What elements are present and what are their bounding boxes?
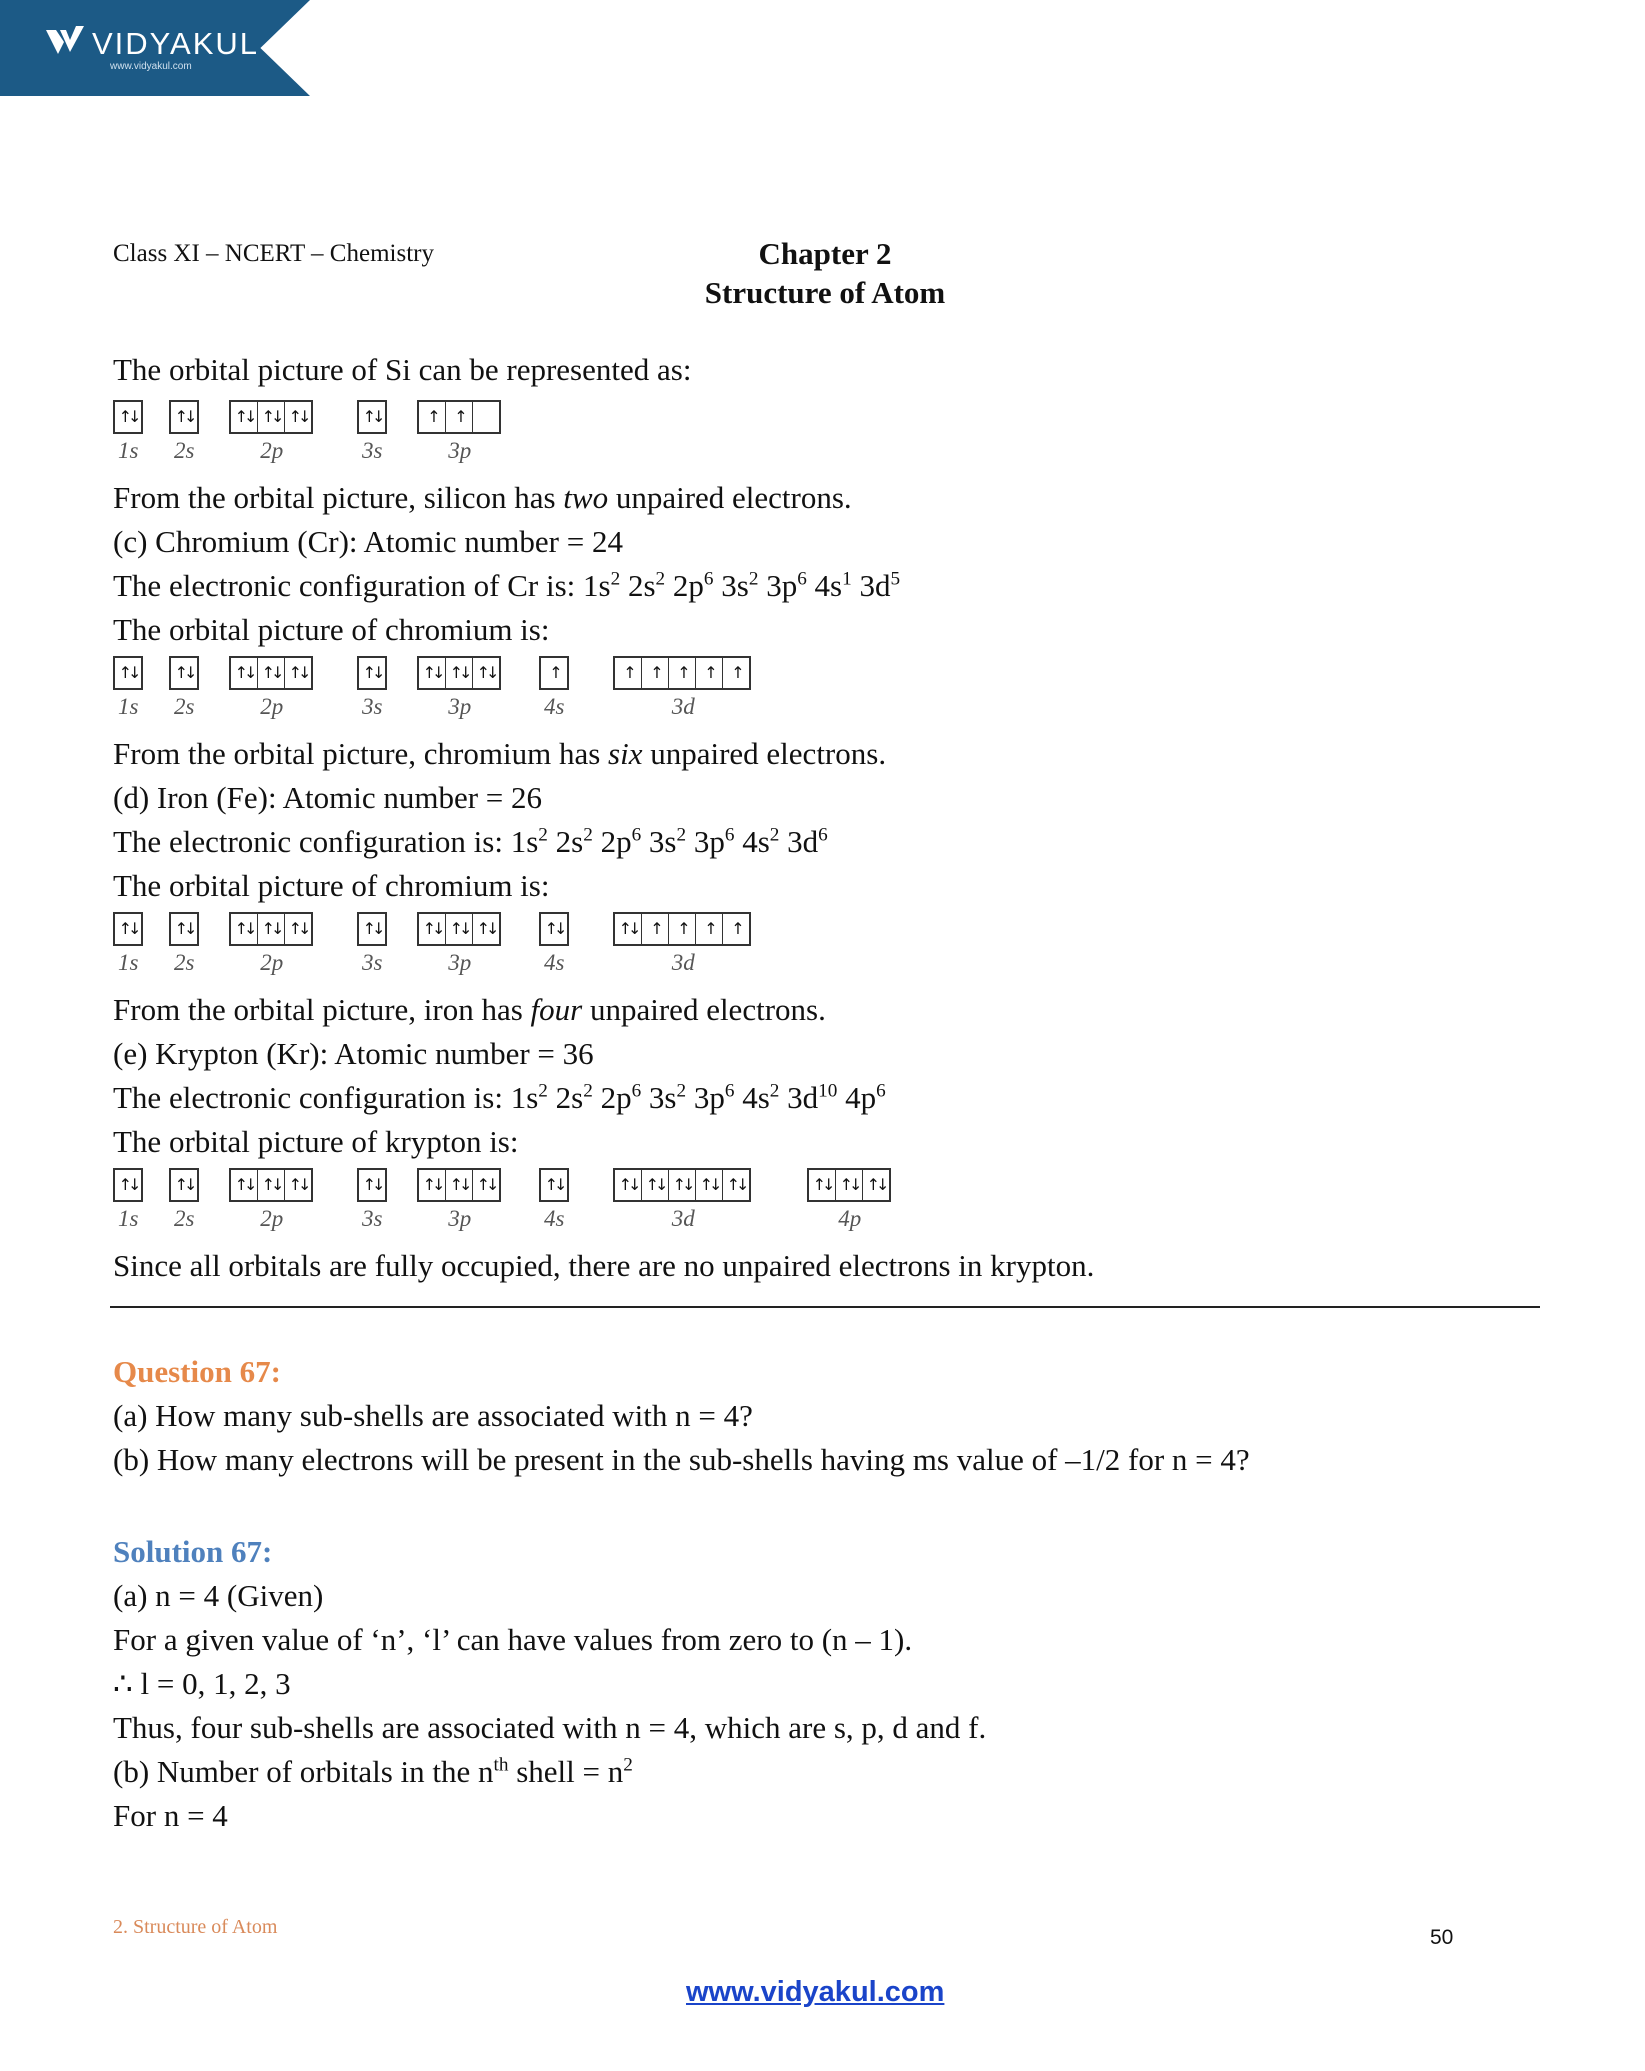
orbital-label: 3s: [362, 694, 383, 719]
config-term: 4s: [742, 824, 770, 859]
orbital-label: 2s: [174, 950, 195, 975]
config-term: 3d: [787, 1080, 819, 1115]
config-exponent: 2: [769, 824, 780, 846]
website-link[interactable]: www.vidyakul.com: [686, 1976, 945, 2008]
orbital-group-3s: [357, 400, 387, 434]
orbital-box: ↑↓: [618, 919, 638, 938]
orbital-box: ↑↓: [284, 402, 311, 432]
orbital-box: ↑↓: [174, 407, 194, 426]
footer-chapter: 2. Structure of Atom: [113, 1916, 278, 1938]
config-exponent: 1: [842, 568, 852, 590]
question-block: [113, 1350, 1250, 1482]
orbital-group-4s: [539, 656, 569, 690]
config-exponent: 6: [631, 824, 642, 846]
orbital-label: 3p: [448, 1206, 472, 1231]
orbital-box: ↑↓: [284, 1170, 311, 1200]
orbital-box: ↑: [722, 914, 749, 944]
orbital-group-4s: [539, 912, 569, 946]
orbital-box: ↑: [445, 402, 472, 432]
orbital-group-3p: [417, 656, 501, 690]
solution-line-5: (b) Number of orbitals in the $n^{th}$ shell = $n^2$: [113, 1754, 633, 1789]
config-term: 2s: [555, 1080, 584, 1115]
orbital-label: 3d: [671, 694, 695, 719]
config-exponent: 2: [655, 568, 666, 590]
vidyakul-logo-icon: [44, 24, 90, 58]
orbital-label: 3s: [362, 438, 383, 463]
fe-conclusion: From the orbital picture, iron has four unpaired electrons.: [113, 992, 826, 1027]
question-part-b: (b) How many electrons will be present in the sub-shells having ms value of –1/2 for n = 4?: [113, 1442, 1250, 1477]
orbital-group-1s: [113, 1168, 143, 1202]
config-term: 2p: [600, 1080, 632, 1115]
orbital-box: ↑↓: [257, 402, 284, 432]
orbital-box: ↑↓: [234, 919, 254, 938]
orbital-box: ↑↓: [722, 1170, 749, 1200]
fe-intro: The orbital picture of chromium is:: [113, 868, 550, 903]
orbital-box: ↑↓: [362, 1175, 382, 1194]
orbital-box: ↑↓: [472, 914, 499, 944]
config-term: 1s: [583, 568, 611, 603]
orbital-group-2s: [169, 1168, 199, 1202]
orbital-box: ↑↓: [174, 1175, 194, 1194]
orbital-group-1s: [113, 400, 143, 434]
orbital-box: ↑: [641, 658, 668, 688]
orbital-label: 3d: [671, 1206, 695, 1231]
orbital-box: ↑↓: [362, 663, 382, 682]
orbital-label: 2s: [174, 1206, 195, 1231]
orbital-box: ↑↓: [362, 407, 382, 426]
orbital-box: ↑↓: [862, 1170, 889, 1200]
orbital-group-3p: [417, 912, 501, 946]
orbital-box: ↑↓: [422, 1175, 442, 1194]
orbital-group-3p: [417, 400, 501, 434]
config-term: 3s: [648, 1080, 677, 1115]
config-exponent: 5: [890, 568, 901, 590]
class-line: Class XI – NCERT – Chemistry: [113, 240, 434, 267]
config-term: 3s: [721, 568, 749, 603]
orbital-box: ↑↓: [472, 1170, 499, 1200]
brand-name: VIDYAKUL: [92, 26, 260, 61]
config-exponent: 6: [724, 824, 735, 846]
solution-line-1: (a) n = 4 (Given): [113, 1578, 324, 1613]
kr-configuration: The electronic configuration is: $1s^2$ $2s^2$ $2p^6$ $3s^2$ $3p^6$ $4s^2$ $3d^{10}$ $4p^6$: [113, 1080, 886, 1115]
config-exponent: 2: [676, 824, 687, 846]
orbital-box: ↑↓: [472, 658, 499, 688]
orbital-box: ↑↓: [695, 1170, 722, 1200]
orbital-label: 3s: [362, 950, 383, 975]
config-term: 3s: [648, 824, 677, 859]
config-exponent: 6: [724, 1080, 735, 1102]
orbital-box: ↑↓: [668, 1170, 695, 1200]
config-exponent: 6: [631, 1080, 642, 1102]
orbital-group-2p: [229, 656, 313, 690]
fe-title: (d) Iron (Fe): Atomic number = 26: [113, 780, 543, 815]
config-term: 4s: [814, 568, 843, 603]
orbital-box: ↑↓: [618, 1175, 638, 1194]
solution-heading: Solution 67:: [113, 1534, 273, 1569]
orbital-label: 2p: [260, 694, 284, 719]
orbital-group-2p: [229, 912, 313, 946]
config-term: 3d: [787, 824, 819, 859]
orbital-group-2p: [229, 1168, 313, 1202]
orbital-box: ↑↓: [118, 407, 138, 426]
kr-conclusion: Since all orbitals are fully occupied, there are no unpaired electrons in krypton.: [113, 1248, 1095, 1283]
orbital-box: ↑↓: [284, 658, 311, 688]
solution-line-2: For a given value of ‘n’, ‘l’ can have values from zero to (n – 1).: [113, 1622, 913, 1657]
orbital-label: 2p: [260, 438, 284, 463]
orbital-box: ↑: [668, 658, 695, 688]
orbital-label: 1s: [118, 950, 139, 975]
orbital-box: ↑↓: [118, 663, 138, 682]
orbital-diagram-kr: [113, 1164, 1543, 1244]
brand-url-small: www.vidyakul.com: [110, 61, 192, 72]
orbital-group-1s: [113, 912, 143, 946]
orbital-box: ↑↓: [422, 919, 442, 938]
kr-intro: The orbital picture of krypton is:: [113, 1124, 519, 1159]
orbital-group-3d: [613, 656, 751, 690]
main-content: [113, 348, 1543, 1288]
orbital-group-3s: [357, 1168, 387, 1202]
config-exponent: 6: [876, 1080, 886, 1102]
orbital-label: 1s: [118, 1206, 139, 1231]
orbital-box: ↑: [549, 663, 559, 682]
section-divider: [110, 1306, 1540, 1308]
orbital-group-3d: [613, 912, 751, 946]
orbital-box: ↑↓: [234, 663, 254, 682]
chapter-number: Chapter 2: [758, 236, 892, 271]
solution-line-6: For n = 4: [113, 1798, 228, 1833]
orbital-label: 4p: [838, 1206, 862, 1231]
orbital-box: ↑↓: [118, 1175, 138, 1194]
config-term: 4s: [742, 1080, 770, 1115]
orbital-box: ↑: [641, 914, 668, 944]
orbital-box: ↑↓: [362, 919, 382, 938]
orbital-label: 3p: [448, 950, 472, 975]
config-term: 3p: [766, 568, 798, 603]
orbital-label: 4s: [544, 694, 565, 719]
orbital-diagram-cr: [113, 652, 1543, 732]
orbital-box: ↑↓: [641, 1170, 668, 1200]
cr-configuration: The electronic configuration of Cr is: $1s^2$ $2s^2$ $2p^6$ $3s^2$ $3p^6$ $4s^1$ $3d^5$: [113, 568, 901, 603]
solution-line-3: ∴ l = 0, 1, 2, 3: [113, 1666, 291, 1701]
orbital-group-3d: [613, 1168, 751, 1202]
orbital-label: 3d: [671, 950, 695, 975]
orbital-label: 1s: [118, 694, 139, 719]
config-term: 3p: [693, 1080, 725, 1115]
solution-line-4: Thus, four sub-shells are associated with n = 4, which are s, p, d and f.: [113, 1710, 987, 1745]
config-term: 2p: [672, 568, 704, 603]
orbital-box: ↑↓: [284, 914, 311, 944]
orbital-diagram-fe: [113, 908, 1543, 988]
orbital-label: 1s: [118, 438, 139, 463]
config-exponent: 6: [703, 568, 714, 590]
orbital-box: ↑↓: [174, 663, 194, 682]
orbital-box: ↑: [695, 658, 722, 688]
orbital-box: ↑: [722, 658, 749, 688]
orbital-label: 2s: [174, 438, 195, 463]
orbital-box: ↑: [427, 407, 437, 426]
config-term: 1s: [510, 824, 539, 859]
orbital-box: ↑↓: [812, 1175, 832, 1194]
orbital-box: ↑↓: [257, 658, 284, 688]
orbital-group-3s: [357, 656, 387, 690]
config-exponent: 2: [769, 1080, 780, 1102]
config-exponent: 6: [818, 824, 828, 846]
chapter-heading: [580, 234, 1070, 312]
orbital-group-3p: [417, 1168, 501, 1202]
orbital-group-1s: [113, 656, 143, 690]
orbital-group-2p: [229, 400, 313, 434]
orbital-box: ↑↓: [445, 1170, 472, 1200]
orbital-box: ↑↓: [234, 1175, 254, 1194]
config-term: 4p: [845, 1080, 877, 1115]
config-exponent: 2: [748, 568, 759, 590]
orbital-box: ↑↓: [257, 1170, 284, 1200]
kr-title: (e) Krypton (Kr): Atomic number = 36: [113, 1036, 594, 1071]
orbital-box: ↑↓: [257, 914, 284, 944]
orbital-label: 2p: [260, 950, 284, 975]
config-term: 2s: [555, 824, 584, 859]
orbital-label: 3s: [362, 1206, 383, 1231]
config-term: 2s: [627, 568, 656, 603]
orbital-box: ↑: [695, 914, 722, 944]
question-part-a: (a) How many sub-shells are associated with n = 4?: [113, 1398, 753, 1433]
question-heading: Question 67:: [113, 1354, 281, 1389]
si-conclusion: From the orbital picture, silicon has two unpaired electrons.: [113, 480, 852, 515]
config-exponent: 10: [818, 1080, 838, 1102]
orbital-label: 4s: [544, 1206, 565, 1231]
page-number: 50: [1430, 1926, 1454, 1949]
orbital-box: ↑↓: [118, 919, 138, 938]
orbital-label: 3p: [448, 694, 472, 719]
orbital-label: 2s: [174, 694, 195, 719]
orbital-box: ↑↓: [234, 407, 254, 426]
config-exponent: 2: [583, 824, 593, 846]
config-exponent: 6: [797, 568, 807, 590]
config-term: 2p: [600, 824, 632, 859]
solution-block: [113, 1530, 986, 1838]
orbital-group-4p: [807, 1168, 891, 1202]
orbital-group-4s: [539, 1168, 569, 1202]
config-term: 1s: [510, 1080, 539, 1115]
orbital-group-2s: [169, 912, 199, 946]
config-exponent: 2: [538, 824, 548, 846]
fe-configuration: The electronic configuration is: $1s^2$ $2s^2$ $2p^6$ $3s^2$ $3p^6$ $4s^2$ $3d^6$: [113, 824, 828, 859]
orbital-label: 3p: [448, 438, 472, 463]
orbital-box: ↑↓: [835, 1170, 862, 1200]
orbital-box: [472, 402, 499, 432]
orbital-box: ↑↓: [422, 663, 442, 682]
orbital-box: ↑↓: [445, 914, 472, 944]
orbital-box: ↑↓: [174, 919, 194, 938]
config-exponent: 2: [538, 1080, 548, 1102]
orbital-group-3s: [357, 912, 387, 946]
orbital-box: ↑: [623, 663, 633, 682]
config-term: 3d: [859, 568, 891, 603]
chapter-title: Structure of Atom: [704, 275, 946, 310]
orbital-box: ↑↓: [544, 1175, 564, 1194]
orbital-group-2s: [169, 656, 199, 690]
config-exponent: 2: [610, 568, 621, 590]
orbital-label: 4s: [544, 950, 565, 975]
config-term: 3p: [693, 824, 725, 859]
orbital-diagram-si: [113, 396, 1543, 476]
config-exponent: 2: [583, 1080, 593, 1102]
config-exponent: 2: [676, 1080, 687, 1102]
orbital-box: ↑↓: [445, 658, 472, 688]
cr-conclusion: From the orbital picture, chromium has six unpaired electrons.: [113, 736, 887, 771]
orbital-label: 2p: [260, 1206, 284, 1231]
cr-intro: The orbital picture of chromium is:: [113, 612, 550, 647]
si-intro: The orbital picture of Si can be represented as:: [113, 352, 692, 387]
orbital-box: ↑: [668, 914, 695, 944]
orbital-box: ↑↓: [544, 919, 564, 938]
cr-title: (c) Chromium (Cr): Atomic number = 24: [113, 524, 623, 559]
orbital-group-2s: [169, 400, 199, 434]
